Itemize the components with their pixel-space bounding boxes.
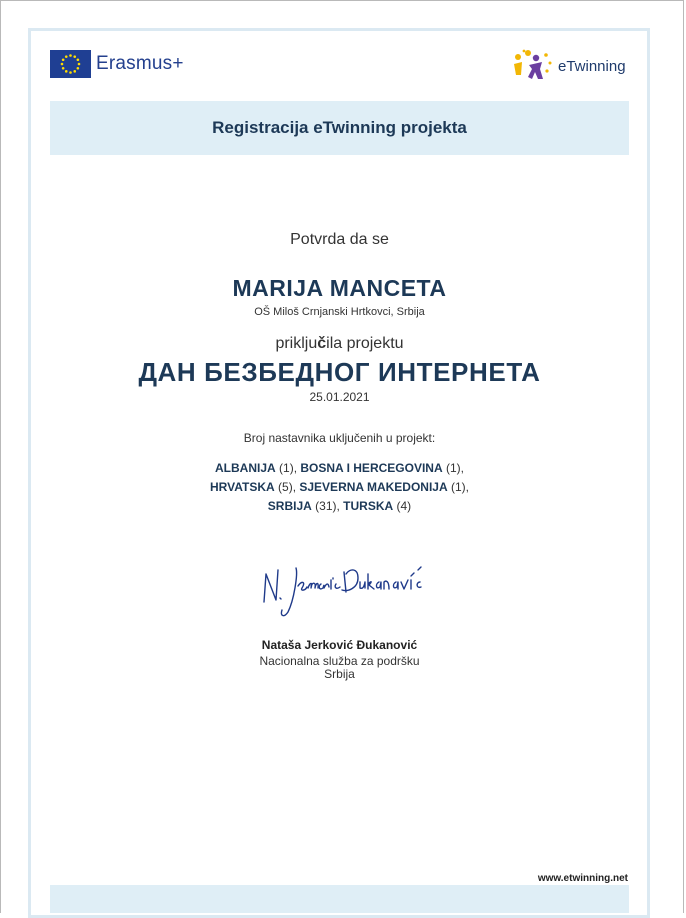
country-name: BOSNA I HERCEGOVINA (300, 461, 443, 475)
country-name: TURSKA (343, 499, 394, 513)
country-count: (31) (315, 499, 337, 513)
joined-text (50, 335, 629, 353)
erasmus-logo (50, 50, 184, 78)
country-name: SRBIJA (267, 499, 312, 513)
document-title: Registracija eTwinning projekta (212, 118, 467, 137)
website-link[interactable]: www.etwinning.net (537, 873, 628, 884)
joined-prefix: priklju (275, 335, 318, 352)
school-name: OŠ Miloš Crnjanski Hrtkovci, Srbija (254, 306, 425, 318)
recipient-name: MARIJA MANCETA (232, 275, 447, 301)
project-date: 25.01.2021 (309, 390, 370, 404)
country-count: (4) (396, 499, 412, 513)
country-list (50, 459, 629, 516)
country-count: (5) (278, 480, 293, 494)
etwinning-label: eTwinning (558, 57, 626, 75)
title-band (50, 101, 629, 155)
teacher-count-label: Broj nastavnika uključenih u projekt: (243, 431, 436, 445)
country-line: HRVATSKA (5), SJEVERNA MAKEDONIJA (1), (210, 480, 469, 494)
country-name: ALBANIJA (215, 461, 276, 475)
etwinning-logo (512, 49, 626, 83)
country-line: SRBIJA (31), TURSKA (4) (267, 499, 412, 513)
country-line: ALBANIJA (1), BOSNA I HERCEGOVINA (1), (215, 461, 464, 475)
signer-name: Nataša Jerković Đukanović (261, 638, 418, 652)
country-count: (1) (279, 461, 294, 475)
joined-suffix: ila projektu (326, 335, 404, 352)
eu-flag-icon (50, 50, 91, 78)
country-name: SJEVERNA MAKEDONIJA (299, 480, 448, 494)
handwritten-signature (258, 560, 423, 630)
signer-country: Srbija (324, 667, 355, 681)
confirm-text: Potvrda da se (290, 231, 389, 248)
project-name: ДАН БЕЗБЕДНОГ ИНТЕРНЕТА (138, 357, 541, 387)
etwinning-figures-icon (512, 49, 556, 83)
footer-band (50, 885, 629, 913)
joined-bold: č (317, 335, 327, 352)
country-count: (1) (450, 480, 466, 494)
signer-role: Nacionalna služba za podršku (259, 654, 420, 668)
country-name: HRVATSKA (210, 480, 275, 494)
erasmus-label: Erasmus+ (96, 53, 184, 74)
country-count: (1) (445, 461, 461, 475)
